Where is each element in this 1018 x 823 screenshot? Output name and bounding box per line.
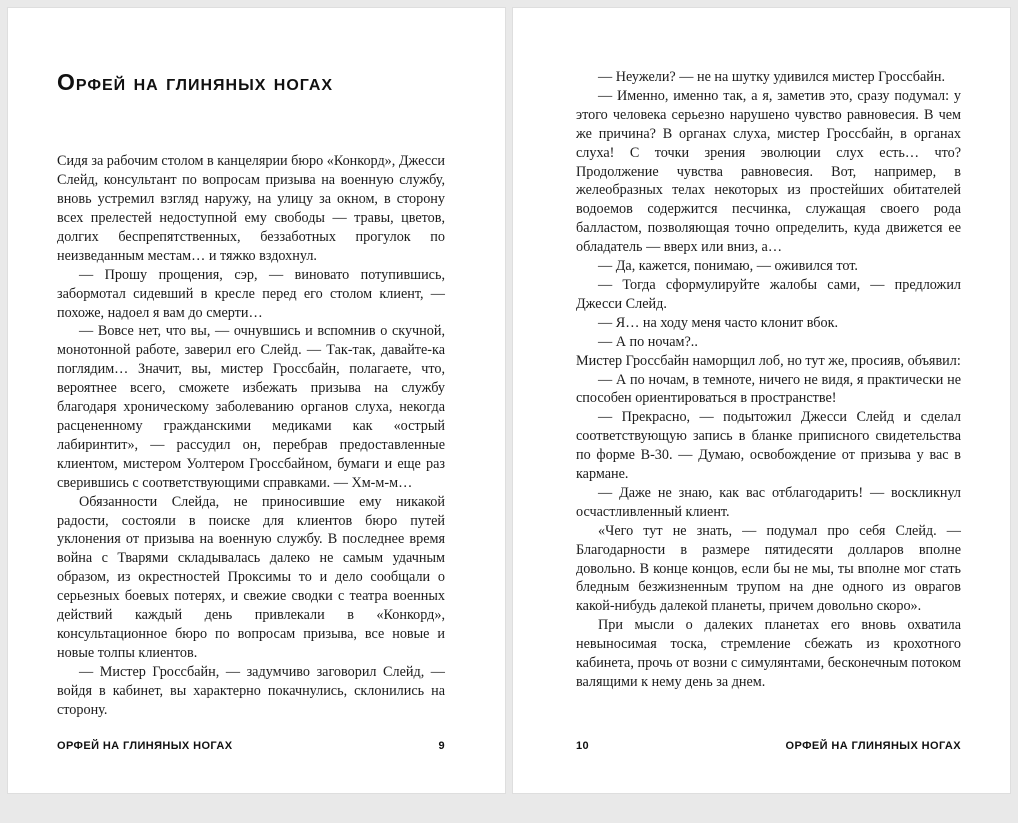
left-running-footer	[8, 740, 505, 752]
right-page-body	[576, 68, 961, 692]
left-page-body	[57, 152, 445, 719]
body-paragraph: При мысли о далеких планетах его вновь охватила невыносимая тоска, стремление сбежать из крохотного кабинета, прочь от возни с симулянтами, бесконечным потоком валящими к нему день за днем.	[576, 617, 961, 690]
body-paragraph: — А по ночам, в темноте, ничего не видя, я практически не способен ориентироваться в пространстве!	[576, 371, 961, 407]
body-paragraph: Сидя за рабочим столом в канцелярии бюро «Конкорд», Джесси Слейд, консультант по вопросам призыва на военную службу, вновь устремил взгляд наружу, на улицу за окном, в сторону всех прелестей недоступной ему свободы — травы, цветов, долгих беспрепятственных, беззаботных прогулок по неизведанным местам… и тяжко вздохнул.	[57, 153, 445, 264]
body-paragraph: — А по ночам?..	[598, 333, 698, 350]
page-number: 9	[438, 740, 445, 752]
body-paragraph: — Прекрасно, — подытожил Джесси Слейд и сделал соответствующую запись в бланке приписного свидетельства по форме В-30. — Думаю, освобождение от призыва у вас в кармане.	[576, 409, 961, 483]
body-paragraph: — Неужели? — не на шутку удивился мистер Гроссбайн.	[598, 69, 946, 85]
body-paragraph: Мистер Гроссбайн наморщил лоб, но тут же, просияв, объявил:	[576, 352, 961, 369]
right-running-footer	[513, 740, 1010, 752]
body-paragraph: «Чего тут не знать, — подумал про себя Слейд. — Благодарности в размере пятидесяти долларов вполне довольно. В конце концов, если бы не мы, ты вполне мог стать бледным безжизненным трупом на дне одного из оврагов какой-нибудь далекой планеты, причем довольно скоро».	[576, 522, 961, 615]
body-paragraph: — Вовсе нет, что вы, — очнувшись и вспомнив о скучной, монотонной работе, заверил его Слейд. — Так-так, давайте-ка поглядим… Значит, вы, мистер Гроссбайн, полагаете, что, вероятнее всего, сможете избежать призыва на службу благодаря хроническому заболеванию органов слуха, некогда расцененному гражданскими медиками как «острый лабиринтит», — рассудил он, перебрав предоставленные клиентом, мистером Уолтером Гроссбайном, бумаги и еще раз сверившись с соответствующими справками. — Хм-м-м…	[57, 323, 445, 491]
body-paragraph: — Прошу прощения, сэр, — виновато потупившись, забормотал сидевший в кресле перед его столом клиент, — похоже, надоел я вам до смерти…	[57, 266, 445, 321]
body-paragraph: — Именно, именно так, а я, заметив это, сразу подумал: у этого человека серьезно нарушено чувство равновесия. В чем же причина? В органах слуха, мистер Гроссбайн, в органах слуха! С точки зрения эволюции слух есть… что? Продолжение чувства равновесия. Вот, например, в желеобразных телах некоторых из простейших обитателей водоемов содержится песчинка, служащая своего рода балластом, позволяющая точно определить, куда движется ее обладатель — вверх или вниз, а…	[576, 87, 961, 256]
body-paragraph: — Даже не знаю, как вас отблагодарить! — воскликнул осчастливленный клиент.	[576, 484, 961, 520]
chapter-title: Орфей на глиняных ногах	[57, 69, 334, 95]
running-title: ОРФЕЙ НА ГЛИНЯНЫХ НОГАХ	[785, 740, 961, 752]
running-title: ОРФЕЙ НА ГЛИНЯНЫХ НОГАХ	[57, 740, 233, 752]
body-paragraph: — Я… на ходу меня часто клонит вбок.	[598, 314, 839, 331]
body-paragraph: — Да, кажется, понимаю, — оживился тот.	[598, 258, 858, 275]
body-paragraph: Обязанности Слейда, не приносившие ему никакой радости, состояли в поиске для клиентов бюро путей уклонения от призыва на военную службу. В последнее время война с Тварями складывалась далеко не самым удачным образом, из окрестностей Проксимы то и дело сообщали о серьезных боевых потерях, и свежие сводки с театра военных действий каждый день привлекали в «Конкорд», консультационное бюро по вопросам призыва, все новые и новые толпы клиентов.	[57, 493, 445, 661]
book-page-left	[8, 8, 505, 793]
book-page-right	[513, 8, 1010, 793]
body-paragraph: — Тогда сформулируйте жалобы сами, — предложил Джесси Слейд.	[576, 276, 961, 312]
body-paragraph: — Мистер Гроссбайн, — задумчиво заговорил Слейд, — войдя в кабинет, вы характерно покачнулись, склонились на сторону.	[57, 663, 445, 718]
page-number: 10	[576, 740, 590, 752]
